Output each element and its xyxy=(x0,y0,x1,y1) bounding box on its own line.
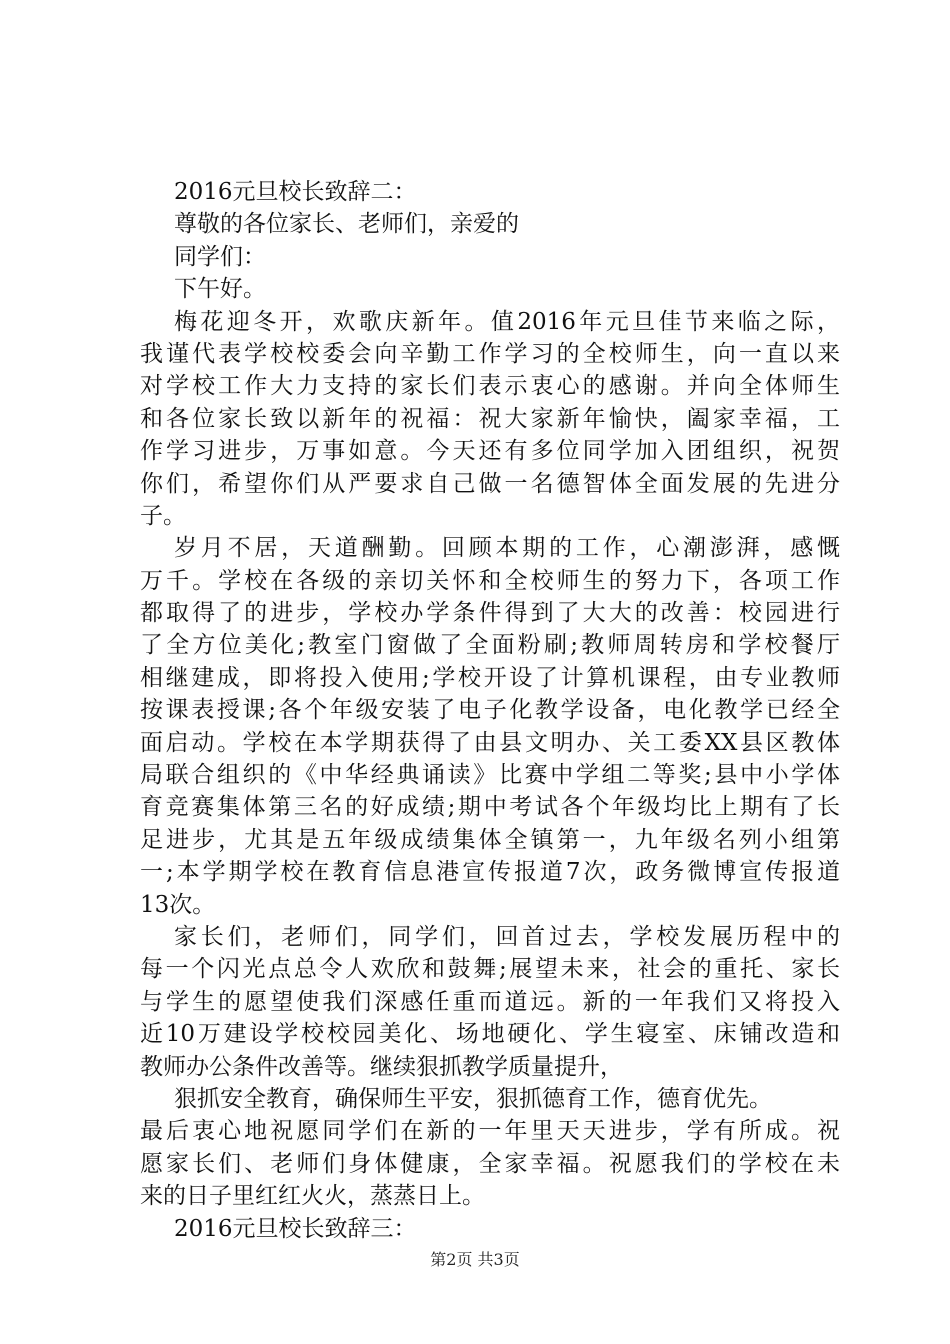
paragraph-2-line: 13次。 xyxy=(140,891,216,918)
paragraph-3-line: 教师办公条件改善等。继续狠抓教学质量提升， xyxy=(140,1053,623,1080)
paragraph-3-line: 近10万建设学校校园美化、场地硬化、学生寝室、床铺改造和 xyxy=(140,1021,840,1048)
paragraph-1-line: 我谨代表学校校委会向辛勤工作学习的全校师生，向一直以来 xyxy=(140,340,840,367)
paragraph-2-line: 按课表授课;各个年级安装了电子化教学设备，电化教学已经全 xyxy=(140,697,840,724)
paragraph-2-line: 万千。学校在各级的亲切关怀和全校师生的努力下，各项工作 xyxy=(140,567,840,594)
paragraph-2-line: 岁月不居，天道酬勤。回顾本期的工作，心潮澎湃，感慨 xyxy=(174,535,840,562)
greeting-line: 下午好。 xyxy=(174,276,266,303)
section-heading-2: 2016元旦校长致辞二： xyxy=(174,179,417,205)
paragraph-4-line: 最后衷心地祝愿同学们在新的一年里天天进步，学有所成。祝 xyxy=(140,1118,840,1145)
salutation-line: 尊敬的各位家长、老师们，亲爱的 xyxy=(174,211,519,238)
salutation-line: 同学们： xyxy=(174,243,266,270)
paragraph-1-line: 作学习进步，万事如意。今天还有多位同学加入团组织，祝贺 xyxy=(140,438,840,465)
paragraph-1-line: 梅花迎冬开，欢歌庆新年。值2016年元旦佳节来临之际， xyxy=(174,308,840,335)
paragraph-2-line: 一;本学期学校在教育信息港宣传报道7次，政务微博宣传报道 xyxy=(140,859,840,886)
document-body xyxy=(140,176,840,1245)
paragraph-2-line: 都取得了的进步，学校办学条件得到了大大的改善：校园进行 xyxy=(140,600,840,627)
paragraph-3-line: 家长们，老师们，同学们，回首过去，学校发展历程中的 xyxy=(174,923,840,950)
paragraph-2-line: 局联合组织的《中华经典诵读》比赛中学组二等奖;县中小学体 xyxy=(140,762,840,789)
paragraph-1-line: 对学校工作大力支持的家长们表示衷心的感谢。并向全体师生 xyxy=(140,373,840,400)
paragraph-1-line: 你们，希望你们从严要求自己做一名德智体全面发展的先进分 xyxy=(140,470,840,497)
paragraph-4-line: 来的日子里红红火火，蒸蒸日上。 xyxy=(140,1183,485,1210)
paragraph-2-line: 相继建成，即将投入使用;学校开设了计算机课程，由专业教师 xyxy=(140,664,840,691)
paragraph-1-line: 和各位家长致以新年的祝福：祝大家新年愉快，阖家幸福，工 xyxy=(140,405,840,432)
paragraph-2-line: 了全方位美化;教室门窗做了全面粉刷;教师周转房和学校餐厅 xyxy=(140,632,840,659)
paragraph-3-line: 与学生的愿望使我们深感任重而道远。新的一年我们又将投入 xyxy=(140,988,840,1015)
paragraph-3-line: 每一个闪光点总令人欢欣和鼓舞;展望未来，社会的重托、家长 xyxy=(140,956,840,983)
paragraph-4-line: 狠抓安全教育，确保师生平安，狠抓德育工作，德育优先。 xyxy=(174,1085,772,1112)
paragraph-4-line: 愿家长们、老师们身体健康，全家幸福。祝愿我们的学校在未 xyxy=(140,1150,840,1177)
paragraph-1-line: 子。 xyxy=(140,502,186,529)
paragraph-2-line: 面启动。学校在本学期获得了由县文明办、关工委XX县区教体 xyxy=(140,729,840,756)
paragraph-2-line: 育竞赛集体第三名的好成绩;期中考试各个年级均比上期有了长 xyxy=(140,794,840,821)
paragraph-2-line: 足进步，尤其是五年级成绩集体全镇第一，九年级名列小组第 xyxy=(140,826,840,853)
page-footer: 第2页 共3页 xyxy=(430,1250,520,1269)
section-heading-3: 2016元旦校长致辞三： xyxy=(174,1215,417,1242)
